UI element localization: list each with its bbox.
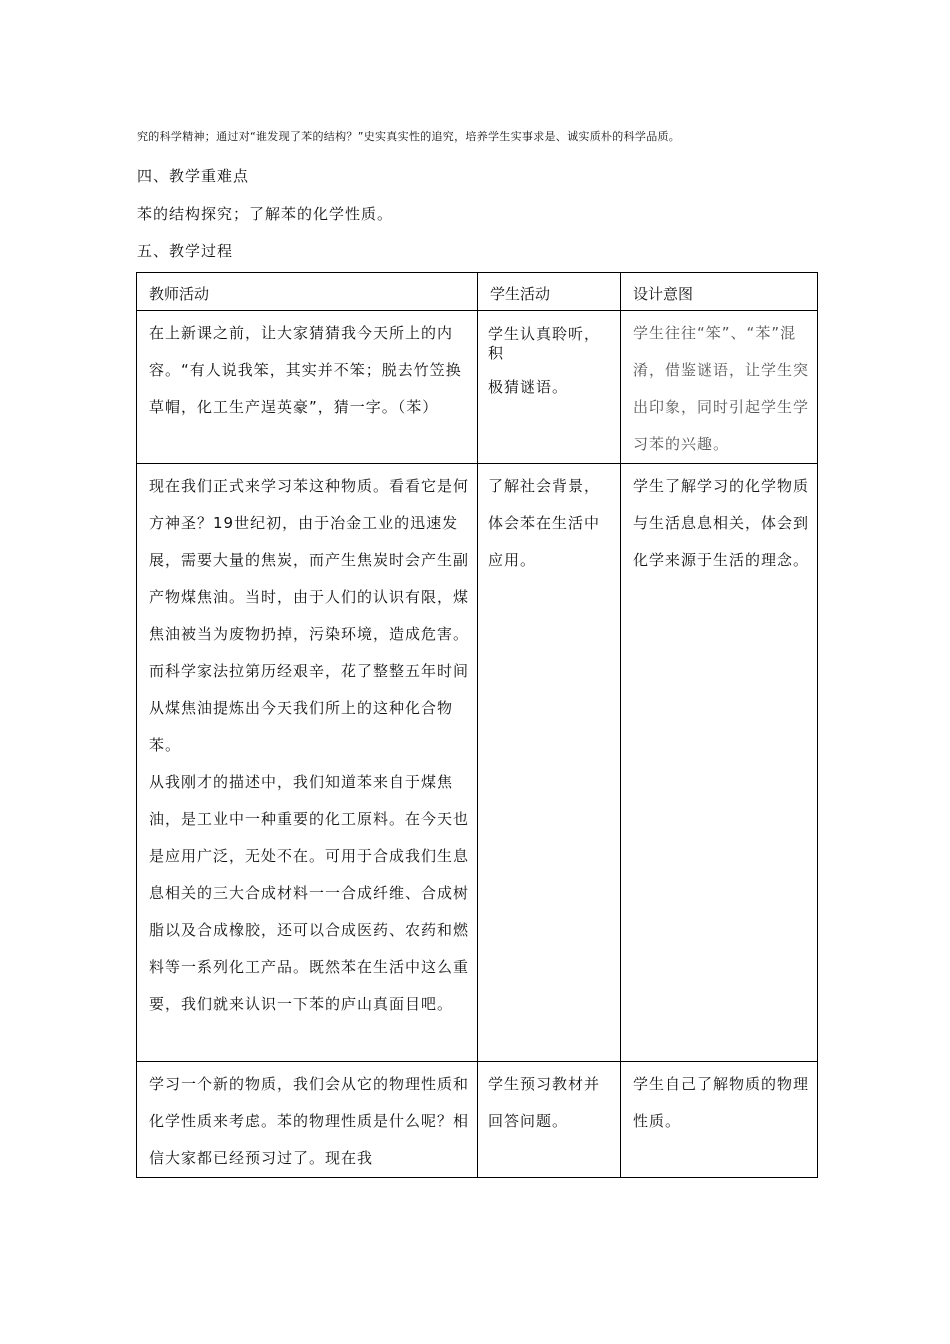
section-5-title: 五、教学过程: [137, 242, 234, 260]
section-4-title: 四、教学重难点: [137, 167, 250, 185]
student-activity-text-a: 学生认真聆听，积: [488, 325, 601, 362]
table-row: [137, 464, 818, 1062]
student-activity-cell: 学生预习教材并回答问题。: [478, 1062, 621, 1178]
student-activity-cell: 了解社会背景，体会苯在生活中应用。: [478, 464, 621, 1062]
student-activity-text-b: 极猜谜语。: [488, 378, 569, 396]
design-intent-cell: 学生往往“笨”、“苯”混淆，借鉴谜语，让学生突出印象，同时引起学生学习苯的兴趣。: [621, 311, 818, 464]
teacher-activity-cell: 在上新课之前，让大家猜猜我今天所上的内容。“有人说我笨，其实并不笨；脱去竹笠换草帽，化工生产逞英豪”，猜一字。（苯）: [137, 311, 478, 464]
teacher-paragraph-2: 从我刚才的描述中，我们知道苯来自于煤焦油，是工业中一种重要的化工原料。在今天也是应用广泛，无处不在。可用于合成我们生息息相关的三大合成材料一一合成纤维、合成树脂以及合成橡胶，还可以合成医药、农药和燃料等一系列化工产品。既然苯在生活中这么重要，我们就来认识一下苯的庐山真面目吧。: [149, 773, 470, 1013]
teacher-activity-cell: [137, 464, 478, 1062]
design-intent-cell: 学生了解学习的化学物质与生活息息相关，体会到化学来源于生活的理念。: [621, 464, 818, 1062]
header-teacher-activity: 教师活动: [137, 273, 478, 311]
intro-line: 究的科学精神；通过对“谁发现了苯的结构？”史实真实性的追究，培养学生实事求是、诚实质朴的科学品质。: [137, 130, 681, 143]
table-header-row: [137, 273, 818, 311]
section-4-content: 苯的结构探究；了解苯的化学性质。: [137, 205, 394, 223]
teacher-paragraph-1: 现在我们正式来学习苯这种物质。看看它是何方神圣？19世纪初，由于冶金工业的迅速发展，需要大量的焦炭，而产生焦炭时会产生副产物煤焦油。当时，由于人们的认识有限，煤焦油被当为废物扔掉，污染环境，造成危害。而科学家法拉第历经艰辛，花了整整五年时间从煤焦油提炼出今天我们所上的这种化合物苯。: [149, 477, 470, 754]
header-design-intent: 设计意图: [621, 273, 818, 311]
design-intent-cell: 学生自己了解物质的物理性质。: [621, 1062, 818, 1178]
header-student-activity: 学生活动: [478, 273, 621, 311]
table-row: [137, 311, 818, 464]
teaching-process-table: [136, 272, 818, 1178]
table-row: [137, 1062, 818, 1178]
student-activity-cell: [478, 311, 621, 464]
teacher-activity-cell: 学习一个新的物质，我们会从它的物理性质和化学性质来考虑。苯的物理性质是什么呢？相信大家都已经预习过了。现在我: [137, 1062, 478, 1178]
